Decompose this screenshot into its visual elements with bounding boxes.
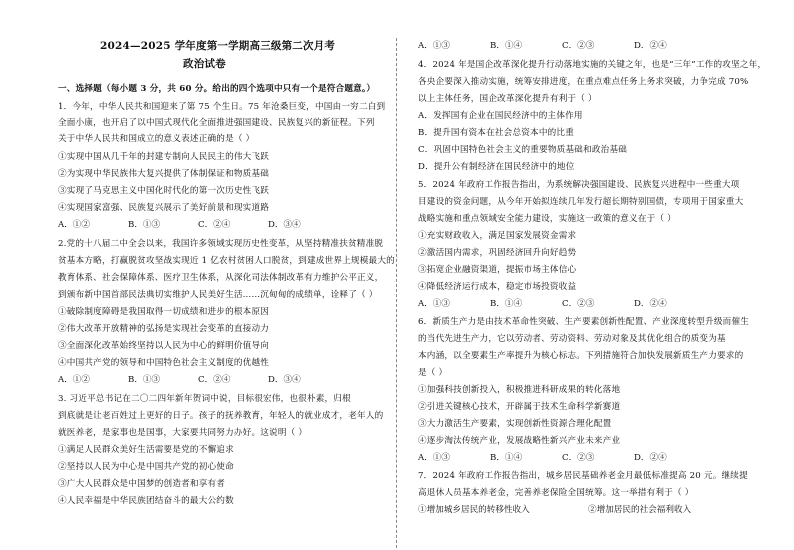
question-2-line: 2.党的十八届二中全会以来，我国许多领域实现历史性变革，从坚持精准扶贫精准脱 bbox=[58, 239, 384, 249]
question-2-statement: ③全面深化改革始终坚持以人民为中心的鲜明价值导向 bbox=[58, 341, 270, 351]
question-6-line: 的当代先进生产力，它以劳动者、劳动资料、劳动对象及其优化组合的质变为基 bbox=[418, 334, 726, 344]
question-5-option-b[interactable]: B．①④ bbox=[490, 299, 523, 309]
question-5-statement: ②激活国内需求，巩固经济回升向好趋势 bbox=[418, 248, 577, 258]
question-1-option-d[interactable]: D．③④ bbox=[268, 220, 301, 230]
question-2-statement: ①破除制度障碍是我国取得一切成绩和进步的根本原因 bbox=[58, 307, 270, 317]
question-3-option-d[interactable]: D．②④ bbox=[634, 41, 667, 51]
question-4-line: 以上主体任务，国企改革深化提升有利于（ ） bbox=[418, 94, 597, 104]
question-3-statement: ①满足人民群众美好生活需要是党的不懈追求 bbox=[58, 445, 234, 455]
question-4-option-c[interactable]: C．巩固中国特色社会主义的重要物质基础和政治基础 bbox=[418, 145, 628, 155]
question-1-line: 全面小康，也开启了以中国式现代化全面推进强国建设、民族复兴的新征程。下列 bbox=[58, 118, 375, 128]
question-2-line: 贫基本方略，打赢脱贫攻坚战实现近 1 亿农村贫困人口脱贫，到建成世界上规模最大的 bbox=[58, 256, 395, 266]
question-4-line: 4．2024 年是国企改革深化提升行动落地实施的关键之年，也是“三年”工作的攻坚之年， bbox=[418, 60, 767, 70]
question-1-statement: ③实现了马克思主义中国化时代化的第一次历史性飞跃 bbox=[58, 186, 270, 196]
question-2-option-b[interactable]: B．①③ bbox=[128, 375, 161, 385]
question-6-statement: ②引进关键核心技术，开辟属于技术生命科学新赛道 bbox=[418, 402, 621, 412]
question-5-line: 目建设的资金问题，从今年开始拟连续几年发行超长期特别国债，专项用于国家重大 bbox=[418, 197, 744, 207]
question-6-option-a[interactable]: A．①③ bbox=[418, 453, 450, 463]
question-2-statement: ②伟大改革开放精神的弘扬是实现社会变革的直接动力 bbox=[58, 324, 270, 334]
question-5-statement: ①充实财政收入，满足国家发展资金需求 bbox=[418, 231, 577, 241]
question-6-statement: ①加强科技创新投入，积极推进科研成果的转化落地 bbox=[418, 385, 621, 395]
question-3-statement: ③广大人民群众是中国梦的创造者和享有者 bbox=[58, 479, 226, 489]
question-3-option-a[interactable]: A．①③ bbox=[418, 41, 450, 51]
question-4-line: 各央企要深入推动实施，统筹安排进度，在重点难点任务上务求突破，力争完成 70% bbox=[418, 77, 749, 87]
question-5-line: 5．2024 年政府工作报告指出，为系统解决强国建设、民族复兴进程中一些重大项 bbox=[418, 180, 740, 190]
question-6-line: 是（ ） bbox=[418, 368, 448, 378]
question-1-statement: ②为实现中华民族伟大复兴提供了体制保证和物质基础 bbox=[58, 169, 270, 179]
question-5-statement: ③拓宽企业融资渠道，提振市场主体信心 bbox=[418, 265, 577, 275]
question-2-option-c[interactable]: C．②④ bbox=[198, 375, 231, 385]
question-6-line: 本内涵，以全要素生产率提升为核心标志。下列措施符合加快发展新质生产力要求的 bbox=[418, 351, 744, 361]
question-4-option-d[interactable]: D．提升公有制经济在国民经济中的地位 bbox=[418, 162, 575, 172]
question-6-option-b[interactable]: B．①④ bbox=[490, 453, 523, 463]
question-2-option-d[interactable]: D．③④ bbox=[268, 375, 301, 385]
exam-title: 2024—2025 学年度第一学期高三级第二次月考 bbox=[100, 40, 336, 52]
question-5-option-a[interactable]: A．①③ bbox=[418, 299, 450, 309]
question-7-statement-2: ②增加居民的社会福利收入 bbox=[588, 505, 692, 515]
section-heading: 一、选择题（每小题 3 分，共 60 分。给出的四个选项中只有一个是符合题意。） bbox=[58, 84, 376, 94]
question-1-line: 关于中华人民共和国成立的意义表述正确的是（ ） bbox=[58, 134, 255, 144]
question-3-option-c[interactable]: C．②③ bbox=[562, 41, 595, 51]
question-3-option-b[interactable]: B．①④ bbox=[490, 41, 523, 51]
question-7-statement-1: ①增加城乡居民的转移性收入 bbox=[418, 505, 530, 515]
question-5-option-c[interactable]: C．②③ bbox=[562, 299, 595, 309]
question-2-line: 教育体系、社会保障体系、医疗卫生体系，从深化司法体制改革有力维护公平正义， bbox=[58, 273, 384, 283]
column-divider bbox=[396, 38, 397, 548]
question-4-option-b[interactable]: B．提升国有资本在社会总资本中的比重 bbox=[418, 128, 575, 138]
question-5-line: 战略实施和重点领域安全能力建设，实施这一政策的意义在于（ ） bbox=[418, 214, 676, 224]
question-6-statement: ③大力激活生产要素，实现创新性资源合理化配置 bbox=[418, 419, 612, 429]
question-1-option-a[interactable]: A．①② bbox=[58, 220, 90, 230]
question-6-option-c[interactable]: C．②③ bbox=[562, 453, 595, 463]
question-1-option-c[interactable]: C．②④ bbox=[198, 220, 231, 230]
question-1-line: 1．今年，中华人民共和国迎来了第 75 个生日。75 年沧桑巨变，中国由一穷二白到 bbox=[58, 102, 386, 112]
question-1-statement: ①实现中国从几千年的封建专制向人民民主的伟大飞跃 bbox=[58, 152, 270, 162]
question-6-line: 6．新质生产力是由技术革命性突破、生产要素创新性配置、产业深度转型升级而催生 bbox=[418, 317, 750, 327]
question-4-option-a[interactable]: A．发挥国有企业在国民经济中的主体作用 bbox=[418, 111, 583, 121]
question-2-line: 到颁布新中国首部民法典切实维护人民美好生活……沉甸甸的成绩单，诠释了（ ） bbox=[58, 290, 378, 300]
question-1-option-b[interactable]: B．①③ bbox=[128, 220, 161, 230]
question-3-line: 到底就是让老百姓过上更好的日子。孩子的抚养教育，年轻人的就业成才，老年人的 bbox=[58, 411, 384, 421]
question-3-statement: ②坚持以人民为中心是中国共产党的初心使命 bbox=[58, 462, 234, 472]
question-3-line: 就医养老，是家事也是国事，大家要共同努力办好。这说明（ ） bbox=[58, 428, 308, 438]
question-7-line: 高退休人员基本养老金，完善养老保险全国统筹。这一举措有利于（ ） bbox=[418, 488, 694, 498]
question-3-line: 3. 习近平总书记在二〇二四年新年贺词中说，目标很宏伟，也很朴素，归根 bbox=[58, 394, 351, 404]
question-5-option-d[interactable]: D．②④ bbox=[634, 299, 667, 309]
question-2-statement: ④中国共产党的领导和中国特色社会主义制度的优越性 bbox=[58, 358, 270, 368]
question-6-option-d[interactable]: D．②④ bbox=[634, 453, 667, 463]
question-2-option-a[interactable]: A．①② bbox=[58, 375, 90, 385]
question-7-line: 7．2024 年政府工作报告指出，城乡居民基础养老金月最低标准提高 20 元。继续提 bbox=[418, 471, 748, 481]
question-1-statement: ④实现国家富强、民族复兴展示了美好前景和现实道路 bbox=[58, 203, 270, 213]
question-6-statement: ④逐步淘汰传统产业，发展战略性新兴产业未来产业 bbox=[418, 436, 621, 446]
question-5-statement: ④降低经济运行成本，稳定市场投资收益 bbox=[418, 282, 577, 292]
question-3-statement: ④人民幸福是中华民族团结奋斗的最大公约数 bbox=[58, 496, 234, 506]
exam-subtitle: 政治试卷 bbox=[183, 58, 226, 70]
